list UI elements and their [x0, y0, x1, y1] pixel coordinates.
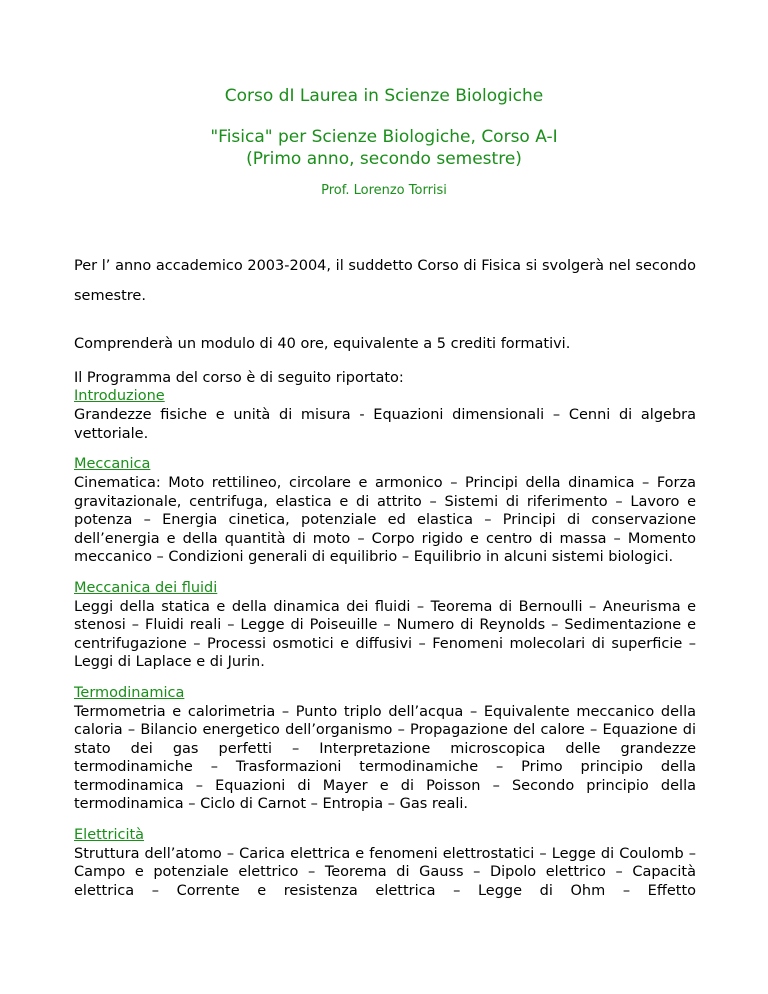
course-heading — [0, 126, 768, 170]
section-introduzione — [74, 387, 696, 443]
intro-paragraph-1: Per l’ anno accademico 2003-2004, il suddetto Corso di Fisica si svolgerà nel secondo semestre. — [74, 258, 696, 304]
section-title-link[interactable]: Elettricità — [74, 826, 145, 843]
degree-course-title: Corso dI Laurea in Scienze Biologiche — [224, 86, 544, 106]
professor-name: Prof. Lorenzo Torrisi — [321, 183, 447, 198]
section-body: Grandezze fisiche e unità di misura - Equazioni dimensionali – Cenni di algebra vettoriale. — [74, 407, 696, 442]
section-body: Termometria e calorimetria – Punto triplo dell’acqua – Equivalente meccanico della caloria – Bilancio energetico dell’organismo – Propagazione del calore – Equazione di stato dei gas perfetti – Interpretazione microscopica delle grandezze termodinamiche – Trasformazioni termodinamiche – Primo principio della termodinamica – Equazioni di Mayer e di Poisson – Secondo principio della termodinamica – Ciclo di Carnot – Entropia – Gas reali. — [74, 703, 696, 812]
course-period: (Primo anno, secondo semestre) — [246, 149, 522, 169]
section-termodinamica — [74, 684, 696, 814]
program-sections — [74, 387, 696, 912]
intro-paragraph-2: Comprenderà un modulo di 40 ore, equivalente a 5 crediti formativi. — [74, 336, 571, 352]
intro-paragraph-3: Il Programma del corso è di seguito riportato: — [74, 370, 404, 386]
course-title: "Fisica" per Scienze Biologiche, Corso A-I — [210, 127, 558, 147]
section-elettricita — [74, 826, 696, 901]
section-meccanica-fluidi — [74, 579, 696, 672]
section-title-link[interactable]: Introduzione — [74, 388, 165, 404]
section-title-link[interactable]: Meccanica — [74, 456, 151, 472]
section-title-link[interactable]: Termodinamica — [74, 684, 185, 701]
section-meccanica — [74, 455, 696, 567]
section-body: Leggi della statica e della dinamica dei fluidi – Teorema di Bernoulli – Aneurisma e stenosi – Fluidi reali – Legge di Poiseuille – Numero di Reynolds – Sedimentazione e centrifugazione – Processi osmotici e diffusivi – Fenomeni molecolari di superficie – Leggi di Laplace e di Jurin. — [74, 598, 696, 670]
section-body: Struttura dell’atomo – Carica elettrica e fenomeni elettrostatici – Legge di Coulomb – Campo e potenziale elettrico – Teorema di Gauss – Dipolo elettrico – Capacità elettrica – Corrente e resistenza elettrica – Legge di Ohm – Effetto — [74, 845, 696, 899]
section-title-link[interactable]: Meccanica dei fluidi — [74, 579, 218, 596]
section-body: Cinematica: Moto rettilineo, circolare e armonico – Principi della dinamica – Forza gravitazionale, centrifuga, elastica e di attrito – Sistemi di riferimento – Lavoro e potenza – Energia cinetica, potenziale ed elastica – Principi di conservazione dell’energia e della quantità di moto – Corpo rigido e centro di massa – Momento meccanico – Condizioni generali di equilibrio – Equilibrio in alcuni sistemi biologici. — [74, 475, 696, 565]
